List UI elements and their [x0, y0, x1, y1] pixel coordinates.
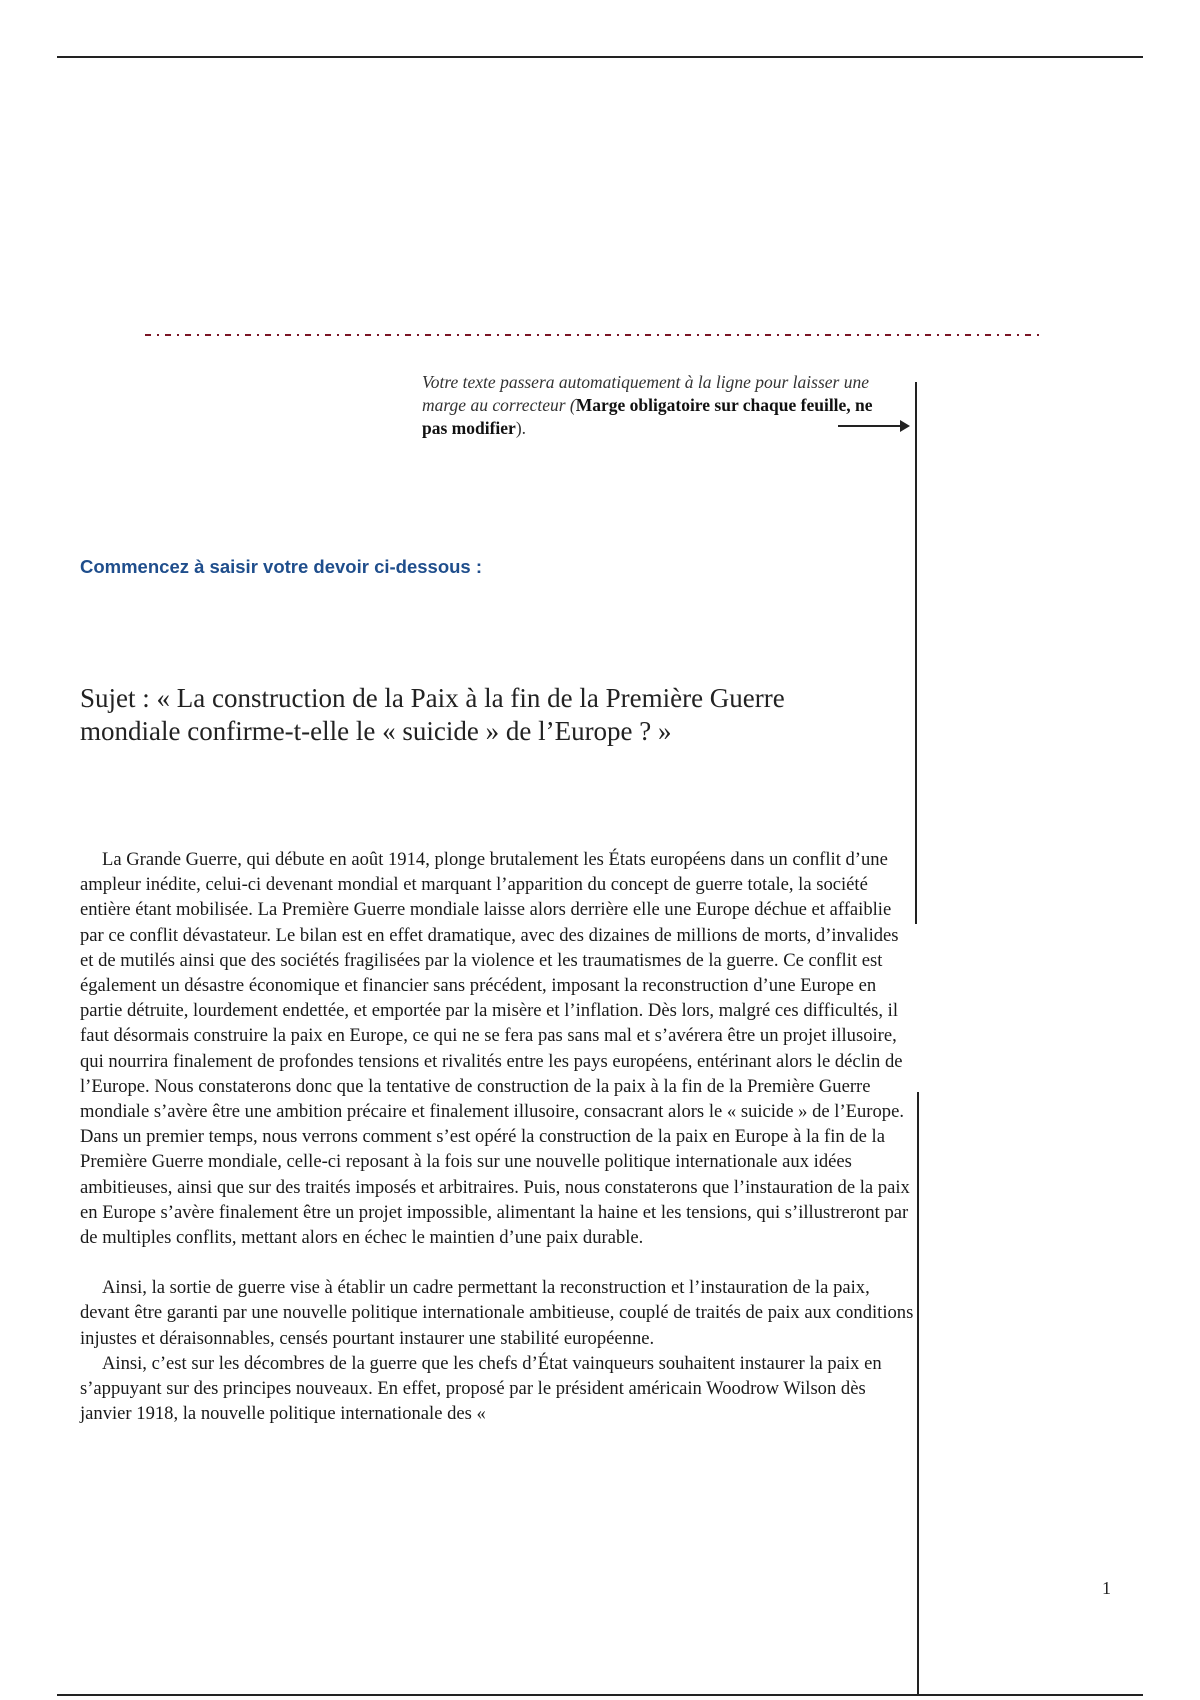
top-rule: [57, 56, 1143, 58]
margin-note-tail: ).: [515, 418, 527, 438]
paragraph-plan: Dans un premier temps, nous verrons comment s’est opéré la construction de la paix en Europe à la fin de la Première Guerre mondiale, celle-ci reposant à la fois sur une nouvelle politique internationale aux idées ambitieuses, ainsi que sur des traités imposés et arbitraires. Puis, nous constaterons que l’instauration de la paix en Europe s’avère finalement être un projet impossible, alimentant la haine et les tensions, qui s’illustreront par de multiples conflits, mettant alors en échec le maintien d’une paix durable.: [80, 1126, 910, 1249]
essay-subject[interactable]: Sujet : « La construction de la Paix à la fin de la Première Guerre mondiale confirme-t-elle le « suicide » de l’Europe ? »: [80, 683, 785, 746]
bottom-rule: [57, 1694, 1143, 1696]
margin-line: [915, 382, 917, 924]
paragraph-part-one: Ainsi, c’est sur les décombres de la guerre que les chefs d’État vainqueurs souhaitent instaurer la paix en s’appuyant sur des principes nouveaux. En effet, proposé par le président américain Woodrow Wilson dès janvier 1918, la nouvelle politique internationale des «: [80, 1352, 882, 1425]
margin-note-bold: Marge obligatoire sur chaque feuille, ne pas modifier: [422, 395, 873, 438]
page-number: 1: [1102, 1578, 1111, 1598]
paragraph-intro: La Grande Guerre, qui débute en août 1914, plonge brutalement les États européens dans un conflit d’une ampleur inédite, celui-ci devenant mondial et marquant l’apparition du concept de guerre totale, la société entière étant mobilisée. La Première Guerre mondiale laisse alors derrière elle une Europe déchue et affaiblie par ce conflit dévastateur. Le bilan est en effet dramatique, avec des dizaines de millions de morts, d’invalides et de mutilés ainsi que des sociétés fragilisées par la violence et les traumatismes de la guerre. Ce conflit est également un désastre économique et financier sans précédent, imposant la reconstruction d’une Europe en partie détruite, lourdement endettée, et emportée par la misère et l’inflation. Dès lors, malgré ces difficultés, il faut désormais construire la paix en Europe, ce qui ne se fera pas sans mal et s’avérera être un projet illusoire, qui nourrira finalement de profondes tensions et rivalités entre les pays européens, entérinant alors le déclin de l’Europe. Nous constaterons donc que la tentative de construction de la paix à la fin de la Première Guerre mondiale s’avère être une ambition précaire et finalement illusoire, consacrant alors le « suicide » de l’Europe.: [80, 849, 904, 1123]
margin-line-lower: [917, 1092, 919, 1696]
arrow-right-icon: [838, 425, 908, 427]
decorative-dashed-divider: [145, 334, 1045, 336]
essay-body[interactable]: [80, 847, 915, 1426]
instruction-heading: Commencez à saisir votre devoir ci-dessous :: [80, 556, 483, 577]
margin-note: [422, 371, 892, 440]
margin-note-italic: Votre texte passera automatiquement à la ligne pour laisser une marge au correcteur (: [422, 372, 870, 415]
paragraph-transition: Ainsi, la sortie de guerre vise à établir un cadre permettant la reconstruction et l’instauration de la paix, devant être garanti par une nouvelle politique internationale ambitieuse, couplé de traités de paix aux conditions injustes et déraisonnables, censés pourtant instaurer une stabilité européenne.: [80, 1277, 914, 1349]
